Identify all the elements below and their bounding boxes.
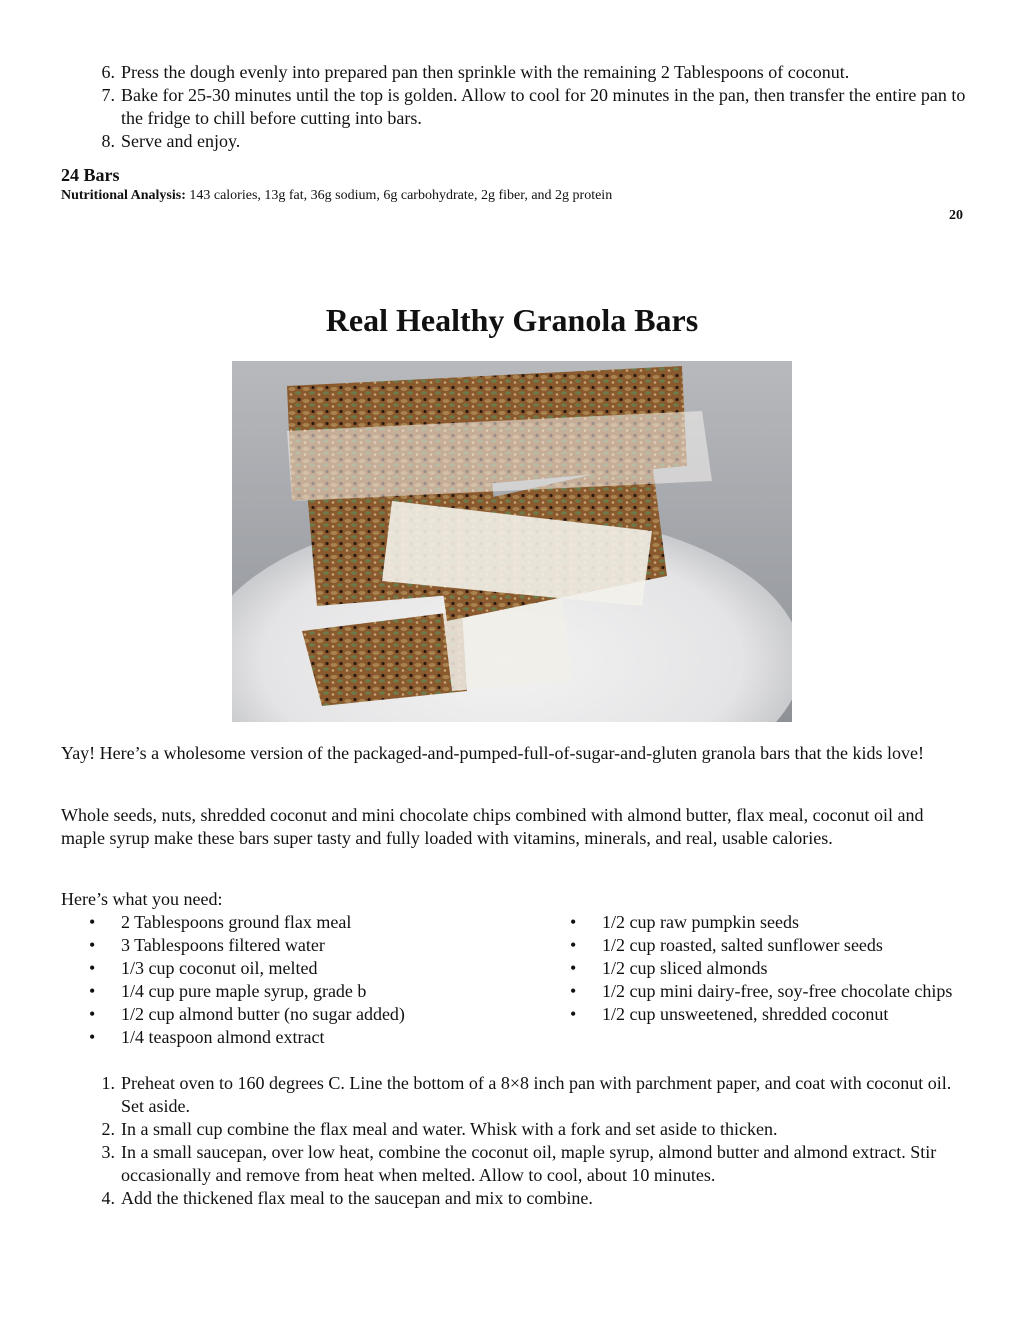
bullet-icon: • bbox=[570, 981, 577, 1001]
bullet-icon: • bbox=[570, 935, 577, 955]
step-text: Bake for 25-30 minutes until the top is golden. Allow to cool for 20 minutes in the pan, then transfer the entire pan to the fridge to chill before cutting into bars. bbox=[121, 85, 966, 128]
ingredient-text: 1/2 cup mini dairy-free, soy-free chocolate chips bbox=[602, 981, 953, 1001]
ingredients-right-list bbox=[542, 911, 972, 1026]
step-text: In a small cup combine the flax meal and water. Whisk with a fork and set aside to thicken. bbox=[121, 1119, 778, 1139]
ingredient-text: 1/2 cup raw pumpkin seeds bbox=[602, 912, 799, 932]
ingredients-left-list bbox=[61, 911, 531, 1049]
step-number: 1. bbox=[101, 1073, 115, 1093]
yield-heading: 24 Bars bbox=[61, 165, 120, 185]
list-item bbox=[542, 980, 972, 1003]
ingredient-text: 3 Tablespoons filtered water bbox=[121, 935, 325, 955]
bullet-icon: • bbox=[570, 1004, 577, 1024]
list-item bbox=[542, 1003, 972, 1026]
step-text: Press the dough evenly into prepared pan then sprinkle with the remaining 2 Tablespoons of coconut. bbox=[121, 62, 850, 82]
step-number: 6. bbox=[101, 62, 115, 82]
ingredient-text: 1/4 cup pure maple syrup, grade b bbox=[121, 981, 367, 1001]
step-text: Preheat oven to 160 degrees C. Line the bottom of a 8×8 inch pan with parchment paper, and coat with coconut oil. Set aside. bbox=[121, 1073, 952, 1116]
step-number: 2. bbox=[101, 1119, 115, 1139]
step-number: 3. bbox=[101, 1142, 115, 1162]
granola-bars-photo bbox=[232, 361, 792, 722]
list-item bbox=[61, 957, 531, 980]
list-item bbox=[61, 1003, 531, 1026]
list-item bbox=[542, 934, 972, 957]
ingredient-text: 1/3 cup coconut oil, melted bbox=[121, 958, 318, 978]
page-number: 20 bbox=[949, 208, 963, 223]
ingredient-text: 2 Tablespoons ground flax meal bbox=[121, 912, 352, 932]
bullet-icon: • bbox=[89, 1004, 96, 1024]
method-steps-list bbox=[61, 1072, 971, 1210]
bullet-icon: • bbox=[570, 912, 577, 932]
step-text: In a small saucepan, over low heat, combine the coconut oil, maple syrup, almond butter and almond extract. Stir occasionally and remove from heat when melted. Allow to cool, about 10 minutes. bbox=[121, 1142, 937, 1185]
ingredient-text: 1/2 cup roasted, salted sunflower seeds bbox=[602, 935, 883, 955]
list-item bbox=[61, 1141, 971, 1187]
step-number: 8. bbox=[101, 131, 115, 151]
description-paragraph: Whole seeds, nuts, shredded coconut and mini chocolate chips combined with almond butter, flax meal, coconut oil and maple syrup make these bars super tasty and fully loaded with vitamins, minerals, and real, usable calories. bbox=[61, 805, 924, 848]
ingredient-text: 1/2 cup unsweetened, shredded coconut bbox=[602, 1004, 889, 1024]
bullet-icon: • bbox=[570, 958, 577, 978]
list-item bbox=[542, 957, 972, 980]
ingredient-text: 1/4 teaspoon almond extract bbox=[121, 1027, 325, 1047]
step-text: Serve and enjoy. bbox=[121, 131, 241, 151]
bullet-icon: • bbox=[89, 958, 96, 978]
bullet-icon: • bbox=[89, 1027, 96, 1047]
step-number: 4. bbox=[101, 1188, 115, 1208]
bullet-icon: • bbox=[89, 912, 96, 932]
list-item bbox=[61, 1072, 971, 1118]
list-item bbox=[61, 61, 971, 84]
bullet-icon: • bbox=[89, 981, 96, 1001]
page-title: Real Healthy Granola Bars bbox=[325, 302, 699, 338]
step-number: 7. bbox=[101, 85, 115, 105]
list-item bbox=[61, 130, 971, 153]
step-text: Add the thickened flax meal to the saucepan and mix to combine. bbox=[121, 1188, 593, 1208]
bullet-icon: • bbox=[89, 935, 96, 955]
list-item bbox=[61, 980, 531, 1003]
list-item bbox=[61, 1026, 531, 1049]
list-item bbox=[61, 84, 971, 130]
nutrition-line bbox=[61, 188, 612, 204]
ingredient-text: 1/2 cup almond butter (no sugar added) bbox=[121, 1004, 405, 1024]
ingredients-heading: Here’s what you need: bbox=[61, 889, 223, 909]
nutrition-label: Nutritional Analysis: bbox=[61, 188, 186, 203]
list-item bbox=[542, 911, 972, 934]
list-item bbox=[61, 1187, 971, 1210]
list-item bbox=[61, 911, 531, 934]
ingredient-text: 1/2 cup sliced almonds bbox=[602, 958, 768, 978]
nutrition-text: 143 calories, 13g fat, 36g sodium, 6g carbohydrate, 2g fiber, and 2g protein bbox=[185, 188, 613, 203]
top-steps-list bbox=[61, 61, 971, 153]
list-item bbox=[61, 934, 531, 957]
intro-paragraph: Yay! Here’s a wholesome version of the packaged-and-pumped-full-of-sugar-and-gluten granola bars that the kids love! bbox=[61, 743, 925, 763]
list-item bbox=[61, 1118, 971, 1141]
